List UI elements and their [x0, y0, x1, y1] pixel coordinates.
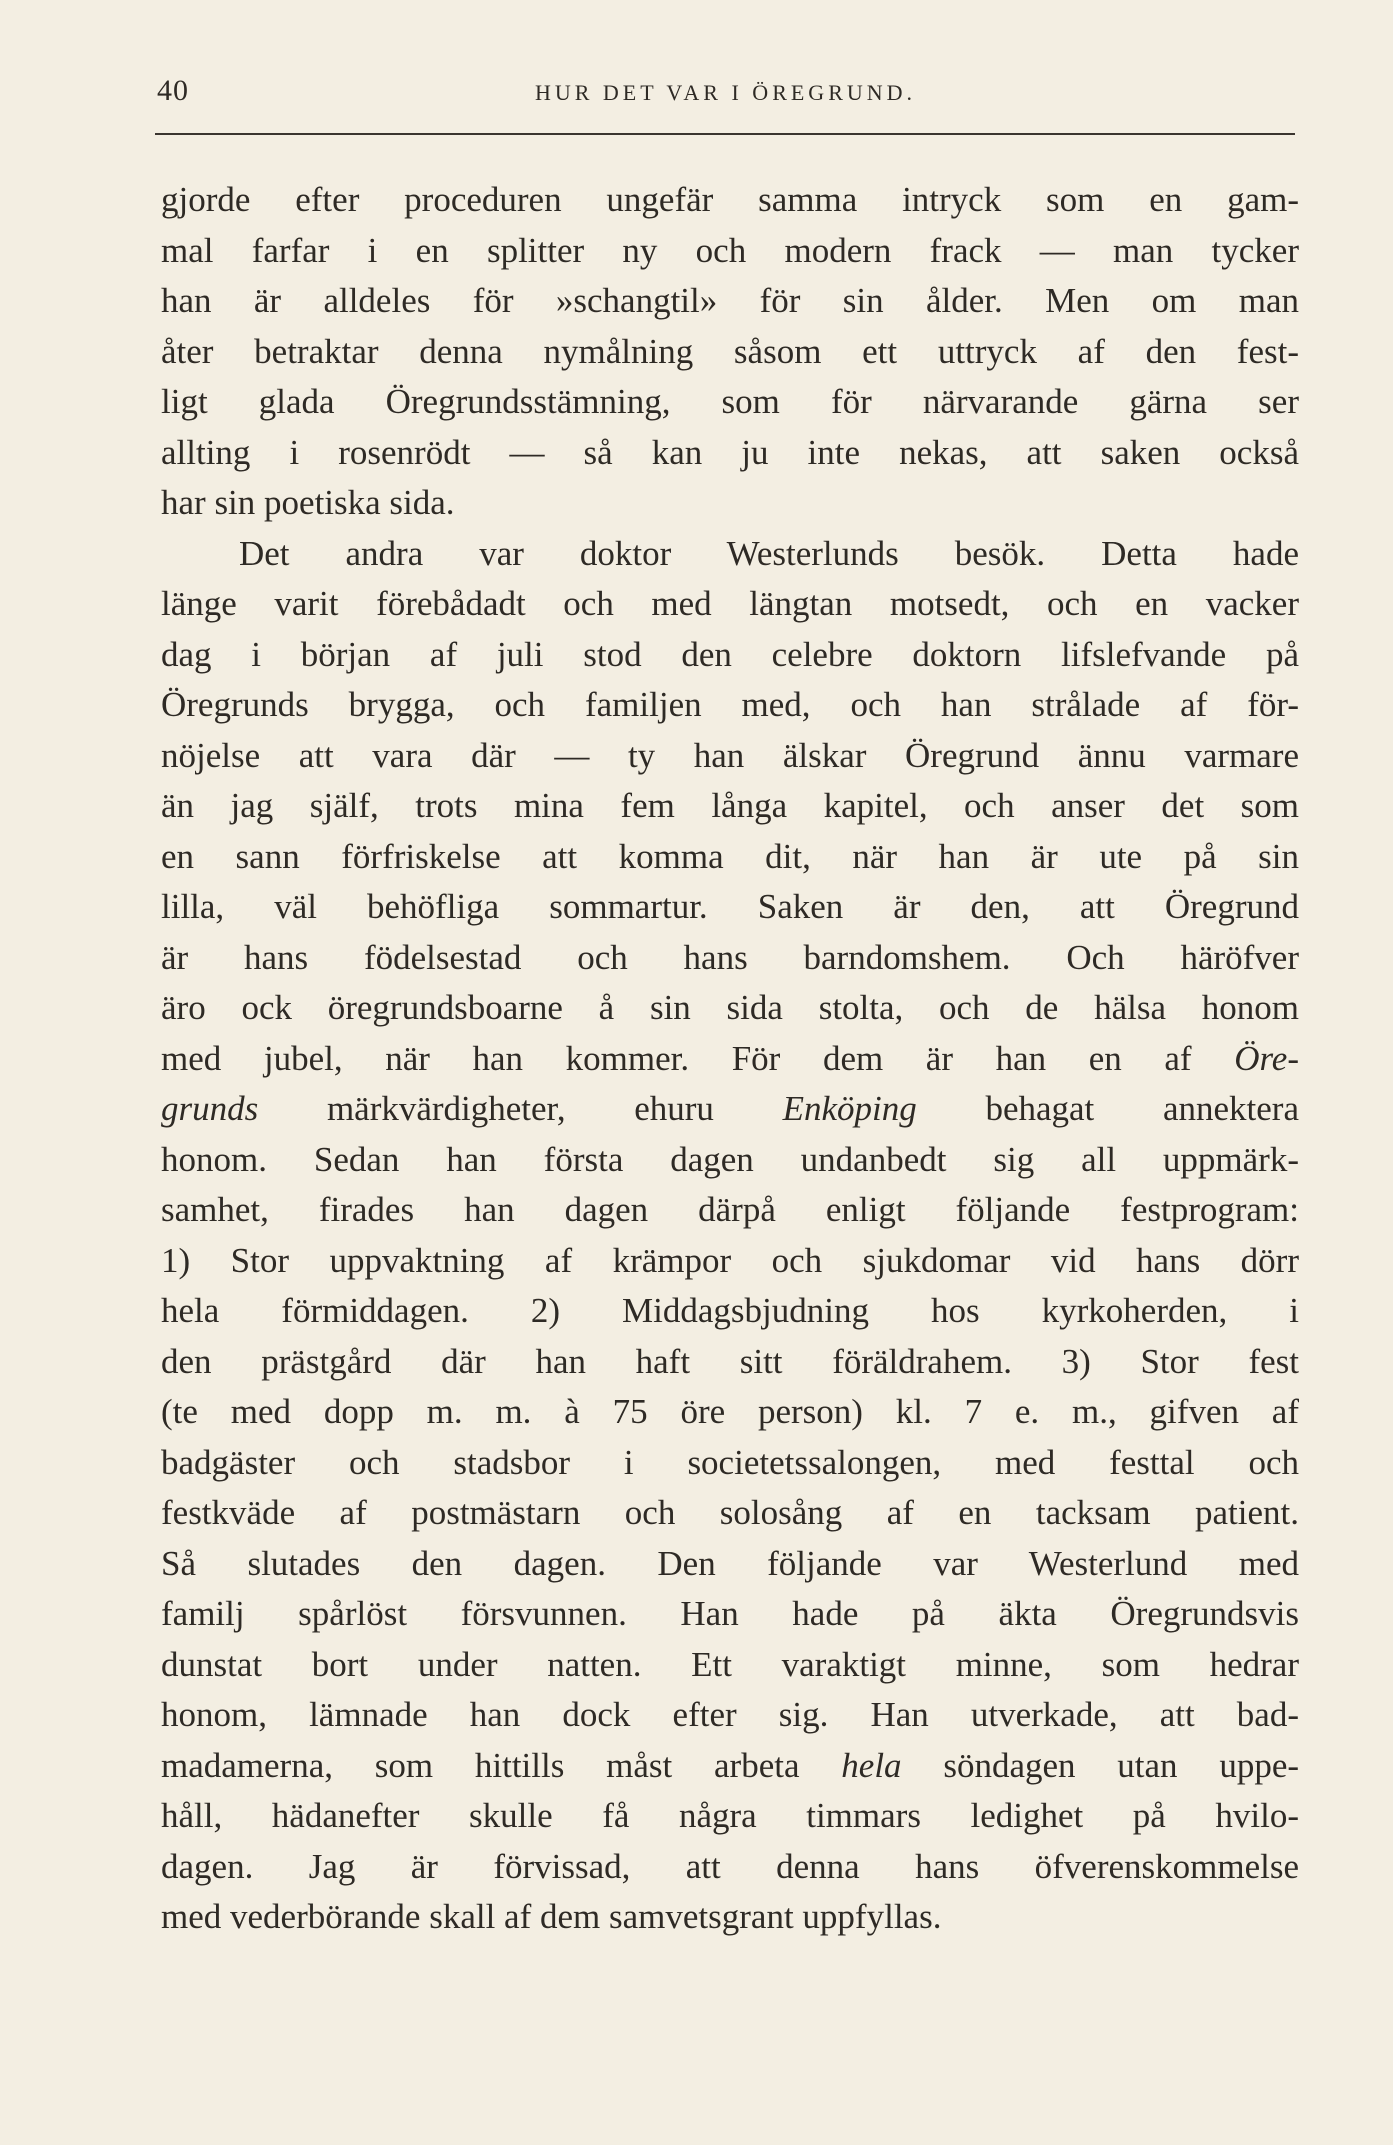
- text-line: än jag själf, trots mina fem långa kapitel, och anser det som: [161, 786, 1299, 825]
- text-line: hela förmiddagen. 2) Middagsbjudning hos kyrkoherden, i: [161, 1291, 1299, 1330]
- italic-word: grunds: [161, 1089, 259, 1128]
- text-line: (te med dopp m. m. à 75 öre person) kl. 7 e. m., gifven af: [161, 1392, 1299, 1431]
- text-line-mixed: [161, 1084, 1299, 1135]
- page-header: [157, 74, 1294, 114]
- text-line: badgäster och stadsbor i societetssalongen, med festtal och: [161, 1442, 1299, 1482]
- text-line: åter betraktar denna nymålning såsom ett uttryck af den fest-: [161, 331, 1299, 371]
- text-line-mixed: [161, 1741, 1299, 1792]
- body-text: [161, 175, 1299, 1943]
- text-line: håll, hädanefter skulle få några timmars ledighet på hvilo-: [161, 1796, 1299, 1835]
- text-segment: madamerna, som hittills måst arbeta: [161, 1745, 800, 1785]
- text-line: allting i rosenrödt — så kan ju inte nekas, att saken också: [161, 432, 1299, 472]
- running-title: HUR DET VAR I ÖREGRUND.: [534, 80, 917, 105]
- text-line: mal farfar i en splitter ny och modern frack — man tycker: [161, 230, 1299, 270]
- text-segment: söndagen utan uppe-: [943, 1745, 1299, 1785]
- text-segment: märkvärdigheter, ehuru: [326, 1089, 714, 1128]
- text-segment: behagat annektera: [985, 1089, 1299, 1128]
- text-line: honom. Sedan han första dagen undanbedt sig all uppmärk-: [161, 1139, 1299, 1179]
- text-line: dag i början af juli stod den celebre doktorn lifslefvande på: [161, 634, 1299, 674]
- text-line-mixed: [161, 1034, 1299, 1085]
- italic-word: Enköping: [782, 1089, 917, 1128]
- text-segment: med jubel, när han kommer. För dem är han en af: [161, 1038, 1192, 1078]
- text-line: familj spårlöst försvunnen. Han hade på äkta Öregrundsvis: [161, 1594, 1299, 1633]
- text-line: äro ock öregrundsboarne å sin sida stolta, och de hälsa honom: [161, 988, 1299, 1027]
- italic-word: Öre-: [1234, 1038, 1299, 1078]
- text-line: 1) Stor uppvaktning af krämpor och sjukdomar vid hans dörr: [161, 1240, 1299, 1280]
- text-line: lilla, väl behöfliga sommartur. Saken är den, att Öregrund: [161, 887, 1299, 926]
- text-line: Öregrunds brygga, och familjen med, och han strålade af för-: [161, 685, 1299, 724]
- text-line: länge varit förebådadt och med längtan motsedt, och en vacker: [161, 584, 1299, 623]
- text-line: har sin poetiska sida.: [161, 483, 455, 522]
- text-line: festkväde af postmästarn och solosång af en tacksam patient.: [161, 1493, 1299, 1532]
- text-line: Så slutades den dagen. Den följande var Westerlund med: [161, 1543, 1299, 1583]
- text-line: dunstat bort under natten. Ett varaktigt minne, som hedrar: [161, 1644, 1299, 1684]
- text-line: är hans födelsestad och hans barndomshem. Och häröfver: [161, 937, 1299, 977]
- page-number: 40: [157, 74, 189, 107]
- text-line: med vederbörande skall af dem samvetsgrant uppfyllas.: [161, 1897, 942, 1936]
- text-line: Det andra var doktor Westerlunds besök. Detta hade: [239, 533, 1299, 573]
- header-rule: [155, 133, 1295, 135]
- text-line: han är alldeles för »schangtil» för sin ålder. Men om man: [161, 281, 1299, 320]
- text-line: nöjelse att vara där — ty han älskar Öregrund ännu varmare: [161, 735, 1299, 775]
- text-line: honom, lämnade han dock efter sig. Han utverkade, att bad-: [161, 1695, 1299, 1734]
- text-line: dagen. Jag är förvissad, att denna hans öfverenskommelse: [161, 1846, 1299, 1886]
- text-line: den prästgård där han haft sitt föräldrahem. 3) Stor fest: [161, 1341, 1299, 1381]
- text-line: ligt glada Öregrundsstämning, som för närvarande gärna ser: [161, 382, 1299, 421]
- italic-word: hela: [841, 1745, 902, 1785]
- text-line: gjorde efter proceduren ungefär samma intryck som en gam-: [161, 180, 1299, 219]
- text-line: en sann förfriskelse att komma dit, när han är ute på sin: [161, 836, 1299, 876]
- text-line: samhet, firades han dagen därpå enligt följande festprogram:: [161, 1190, 1299, 1229]
